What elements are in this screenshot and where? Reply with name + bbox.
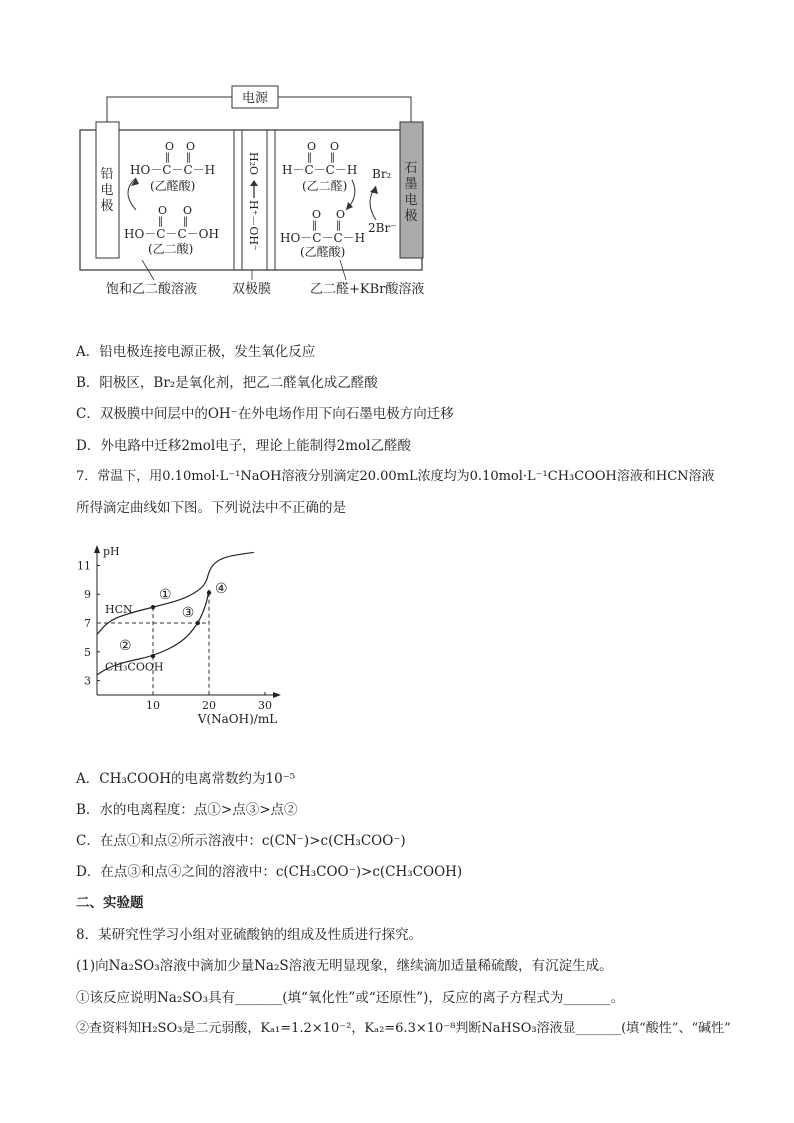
- q8-sub2: ②查资料知H₂SO₃是二元弱酸，Kₐ₁=1.2×10⁻²，Kₐ₂=6.3×10⁻⁸判断NaHSO₃溶液显_______(填“酸性”、“碱性”: [76, 1021, 731, 1036]
- svg-text:O: O: [186, 140, 196, 153]
- svg-text:O: O: [183, 204, 193, 217]
- x-axis-label: V(NaOH)/mL: [197, 712, 278, 726]
- power-supply-label: 电源: [241, 91, 269, 106]
- point-label: ③: [181, 605, 195, 621]
- q8-part1: (1)向Na₂SO₃溶液中滴加少量Na₂S溶液无明显现象，继续滴加适量稀硫酸，有沉淀生成。: [76, 958, 613, 974]
- left-bottom-molecule-name: (乙二酸): [148, 242, 194, 256]
- svg-text:O: O: [312, 208, 322, 221]
- left-bottom-molecule: HO－C－C－OH: [124, 227, 219, 241]
- svg-text:O: O: [158, 204, 168, 217]
- q7-option-d: D．在点③和点④之间的溶液中：c(CH₃COO⁻)>c(CH₃COOH): [76, 864, 463, 880]
- svg-text:O: O: [307, 140, 317, 153]
- point-label: ④: [215, 580, 228, 597]
- x-tick-label: 20: [202, 699, 216, 712]
- point-2: [151, 654, 155, 658]
- svg-text:O: O: [336, 208, 346, 221]
- q7-stem-line2: 所得滴定曲线如下图。下列说法中不正确的是: [76, 500, 346, 516]
- point-1: [151, 605, 155, 609]
- svg-text:‖: ‖: [183, 216, 188, 227]
- q6-option-d: D．外电路中迁移2mol电子，理论上能制得2mol乙醛酸: [76, 438, 411, 454]
- y-axis-arrow: [94, 545, 100, 553]
- q7-stem-line1: 7．常温下，用0.10mol·L⁻¹NaOH溶液分别滴定20.00mL浓度均为0.10mol·L⁻¹CH₃COOH溶液和HCN溶液: [76, 469, 715, 484]
- graphite-electrode-char: 石: [404, 161, 418, 176]
- left-top-molecule: HO－C－C－H: [130, 163, 216, 177]
- right-bottom-molecule-name: (乙醛酸): [300, 245, 346, 259]
- series-label: HCN: [105, 602, 133, 616]
- y-tick-label: 9: [84, 588, 91, 602]
- y-tick-label: 3: [84, 674, 91, 688]
- section-title: 二、实验题: [76, 895, 144, 911]
- svg-text:O: O: [330, 140, 340, 153]
- q6-option-a: A．铅电极连接电源正极，发生氧化反应: [76, 344, 316, 360]
- q6-option-c: C．双极膜中间层中的OH⁻在外电场作用下向石墨电极方向迁移: [76, 406, 454, 422]
- right-bottom-molecule: HO－C－C－H: [280, 231, 366, 245]
- graphite-electrode-char: 极: [404, 209, 418, 224]
- point-3: [196, 621, 200, 625]
- svg-text:‖: ‖: [336, 220, 341, 231]
- right-top-molecule-name: (乙二醛): [302, 179, 348, 193]
- svg-text:‖: ‖: [165, 152, 170, 163]
- q7-option-c: C．在点①和点②所示溶液中：c(CN⁻)>c(CH₃COO⁻): [76, 833, 406, 849]
- svg-text:‖: ‖: [186, 152, 191, 163]
- x-tick-label: 30: [258, 699, 272, 712]
- label-bipolar-membrane: 双极膜: [232, 282, 272, 297]
- lead-electrode-char: 电: [100, 183, 114, 198]
- graphite-electrode-char: 电: [404, 193, 418, 208]
- svg-text:‖: ‖: [312, 220, 317, 231]
- membrane-water: H₂O: [247, 152, 260, 176]
- point-4: [207, 591, 211, 595]
- x-axis-arrow: [273, 692, 281, 698]
- y-tick-label: 11: [77, 559, 91, 573]
- titration-chart: [0, 525, 794, 755]
- y-axis-label: pH: [103, 545, 120, 558]
- br2-label: Br₂: [372, 167, 392, 181]
- graphite-electrode-char: 墨: [404, 177, 418, 192]
- q7-option-a: A．CH₃COOH的电离常数约为10⁻⁵: [76, 771, 296, 787]
- lead-electrode-char: 极: [100, 199, 114, 214]
- label-saturated-oxalic: 饱和乙二酸溶液: [106, 282, 198, 297]
- y-tick-label: 5: [84, 645, 91, 659]
- q6-option-b: B．阳极区，Br₂是氧化剂，把乙二醛氧化成乙醛酸: [76, 375, 378, 391]
- left-top-molecule-name: (乙醛酸): [150, 179, 196, 193]
- electrolysis-diagram: [0, 0, 794, 310]
- right-top-molecule: H－C－C－H: [282, 163, 358, 177]
- svg-text:‖: ‖: [330, 152, 335, 163]
- series-label: CH₃COOH: [105, 660, 164, 674]
- x-tick-label: 10: [146, 699, 160, 712]
- svg-text:‖: ‖: [158, 216, 163, 227]
- q8-intro: 8．某研究性学习小组对亚硫酸钠的组成及性质进行探究。: [76, 927, 423, 943]
- point-label: ②: [119, 638, 132, 655]
- svg-text:O: O: [165, 140, 175, 153]
- q8-sub1: ①该反应说明Na₂SO₃具有_______(填“氧化性”或“还原性”)，反应的离子方程式为_______。: [76, 990, 625, 1006]
- br-minus-label: 2Br⁻: [368, 221, 397, 235]
- lead-electrode-char: 铅: [100, 167, 114, 182]
- q7-option-b: B．水的电离程度：点①>点③>点②: [76, 802, 298, 818]
- svg-text:‖: ‖: [307, 152, 312, 163]
- membrane-ions: H⁺－OH⁻: [247, 200, 260, 251]
- label-glyoxal-kbr: 乙二醛+KBr酸溶液: [310, 282, 425, 297]
- y-tick-label: 7: [84, 617, 91, 630]
- series-line-hcn: [97, 552, 254, 634]
- point-label: ①: [159, 587, 172, 604]
